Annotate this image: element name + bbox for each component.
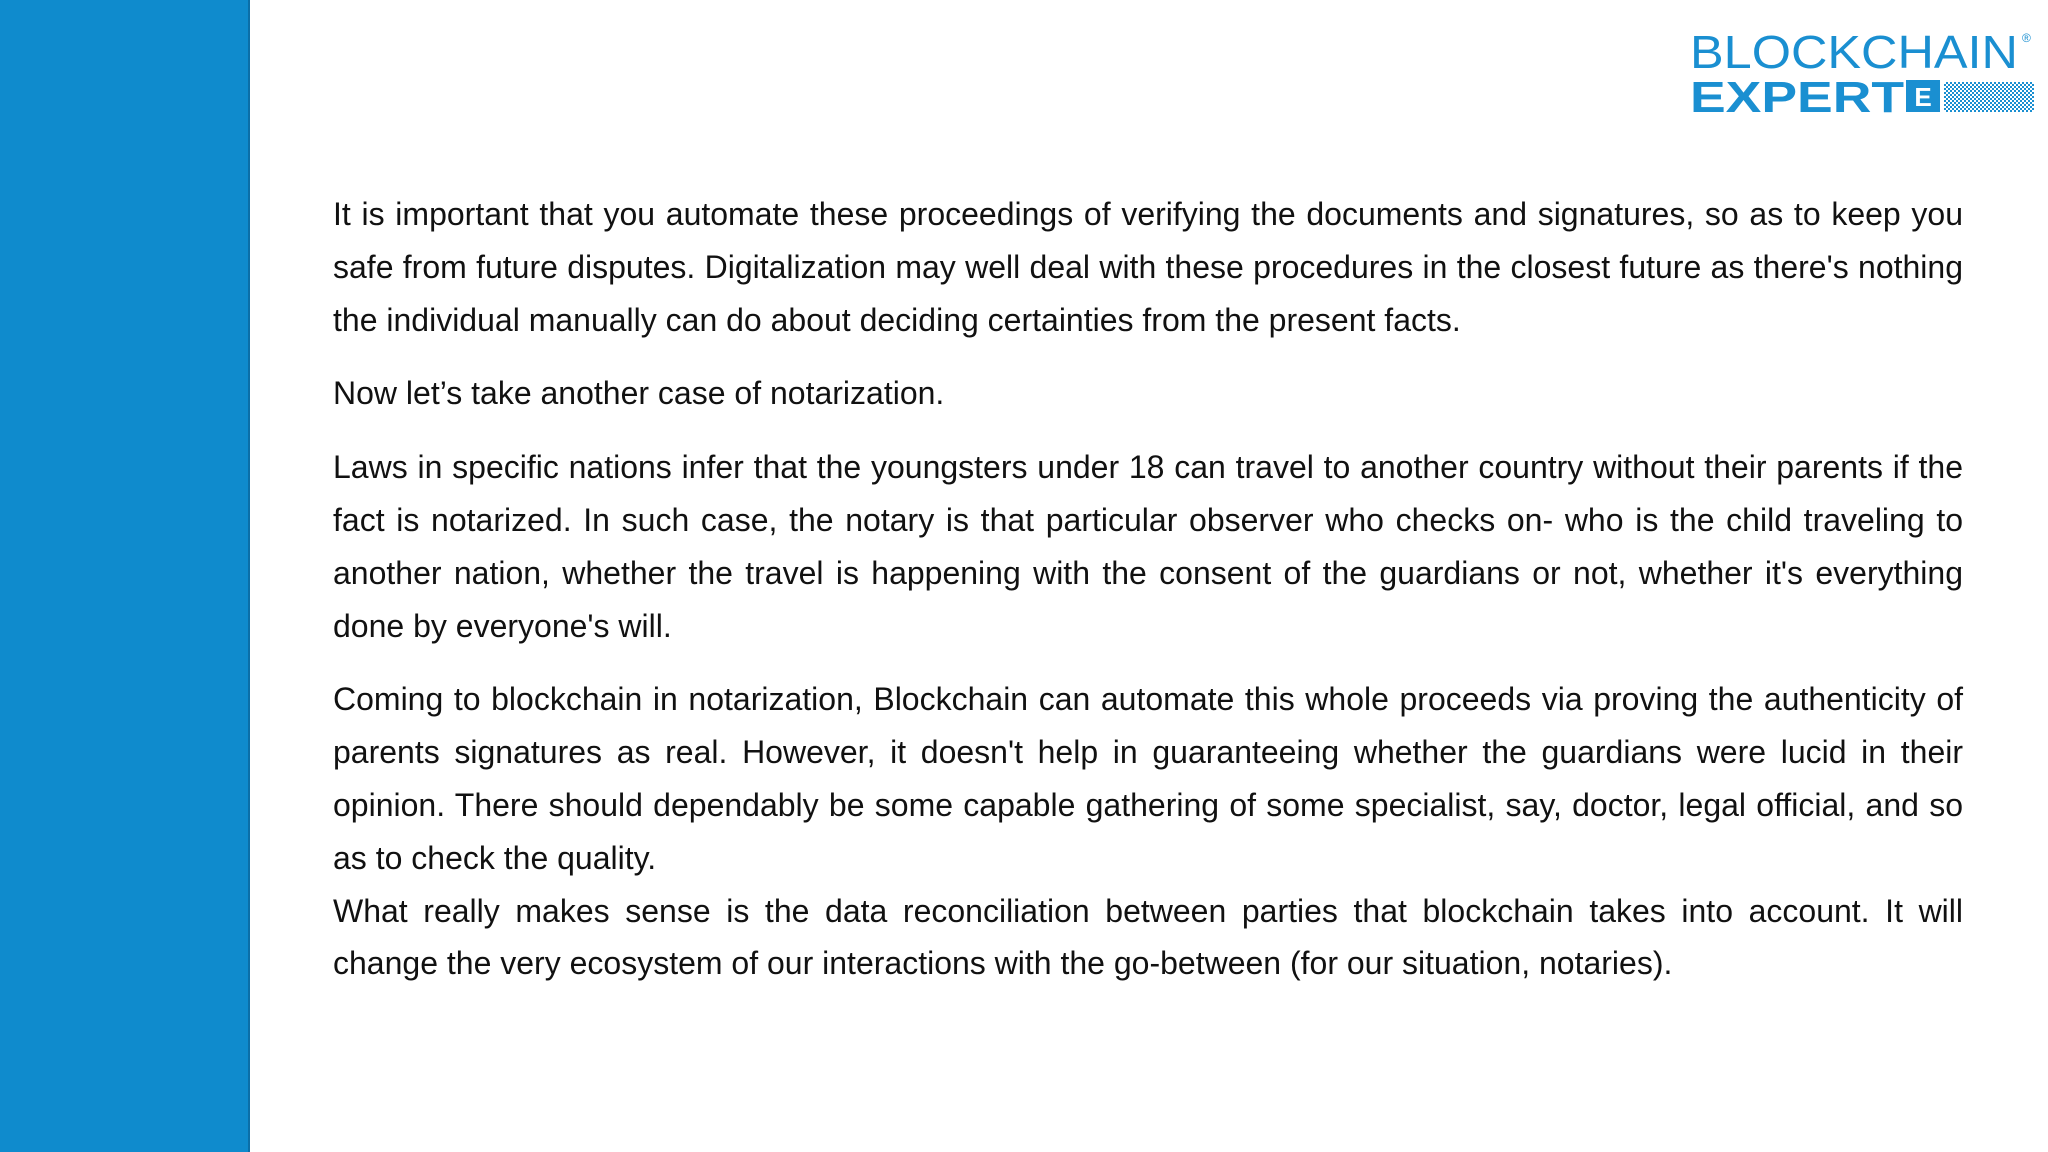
left-accent-bar [0,0,250,1152]
paragraph-2: Now let’s take another case of notarization. [333,375,945,412]
paragraph-4: Coming to blockchain in notarization, Blockchain can automate this whole proceeds via proving the authenticity of parents signatures as real. However, it doesn't help in guaranteeing whether the guardians were lucid in their opinion. There should dependably be some capable gathering of some specialist, say, doctor, legal official, and so as to check the quality. [333,681,1963,876]
logo-line1: BLOCKCHAIN [1690,26,2018,78]
logo-registered-mark: ® [2022,31,2031,45]
body-text [333,188,1963,1011]
logo-line2: EXPERT [1690,73,1905,120]
paragraph-5: What really makes sense is the data reconciliation between parties that blockchain takes into account. It will change the very ecosystem of our interactions with the go-between (for our situation, notaries). [333,892,1963,982]
paragraph-3: Laws in specific nations infer that the youngsters under 18 can travel to another country without their parents if the fact is notarized. In such case, the notary is that particular observer who checks on- who is the child traveling to another nation, whether the travel is happening with the consent of the guardians or not, whether it's everything done by everyone's will. [333,449,1963,644]
paragraph-1: It is important that you automate these proceedings of verifying the documents and signatures, so as to keep you safe from future disputes. Digitalization may well deal with these procedures in the closest future as there's nothing the individual manually can do about deciding certainties from the present facts. [333,196,1963,338]
logo-dotted-strip [1944,82,2034,112]
blockchain-expert-logo [1688,24,2040,120]
logo-badge-letter: E [1914,82,1932,112]
